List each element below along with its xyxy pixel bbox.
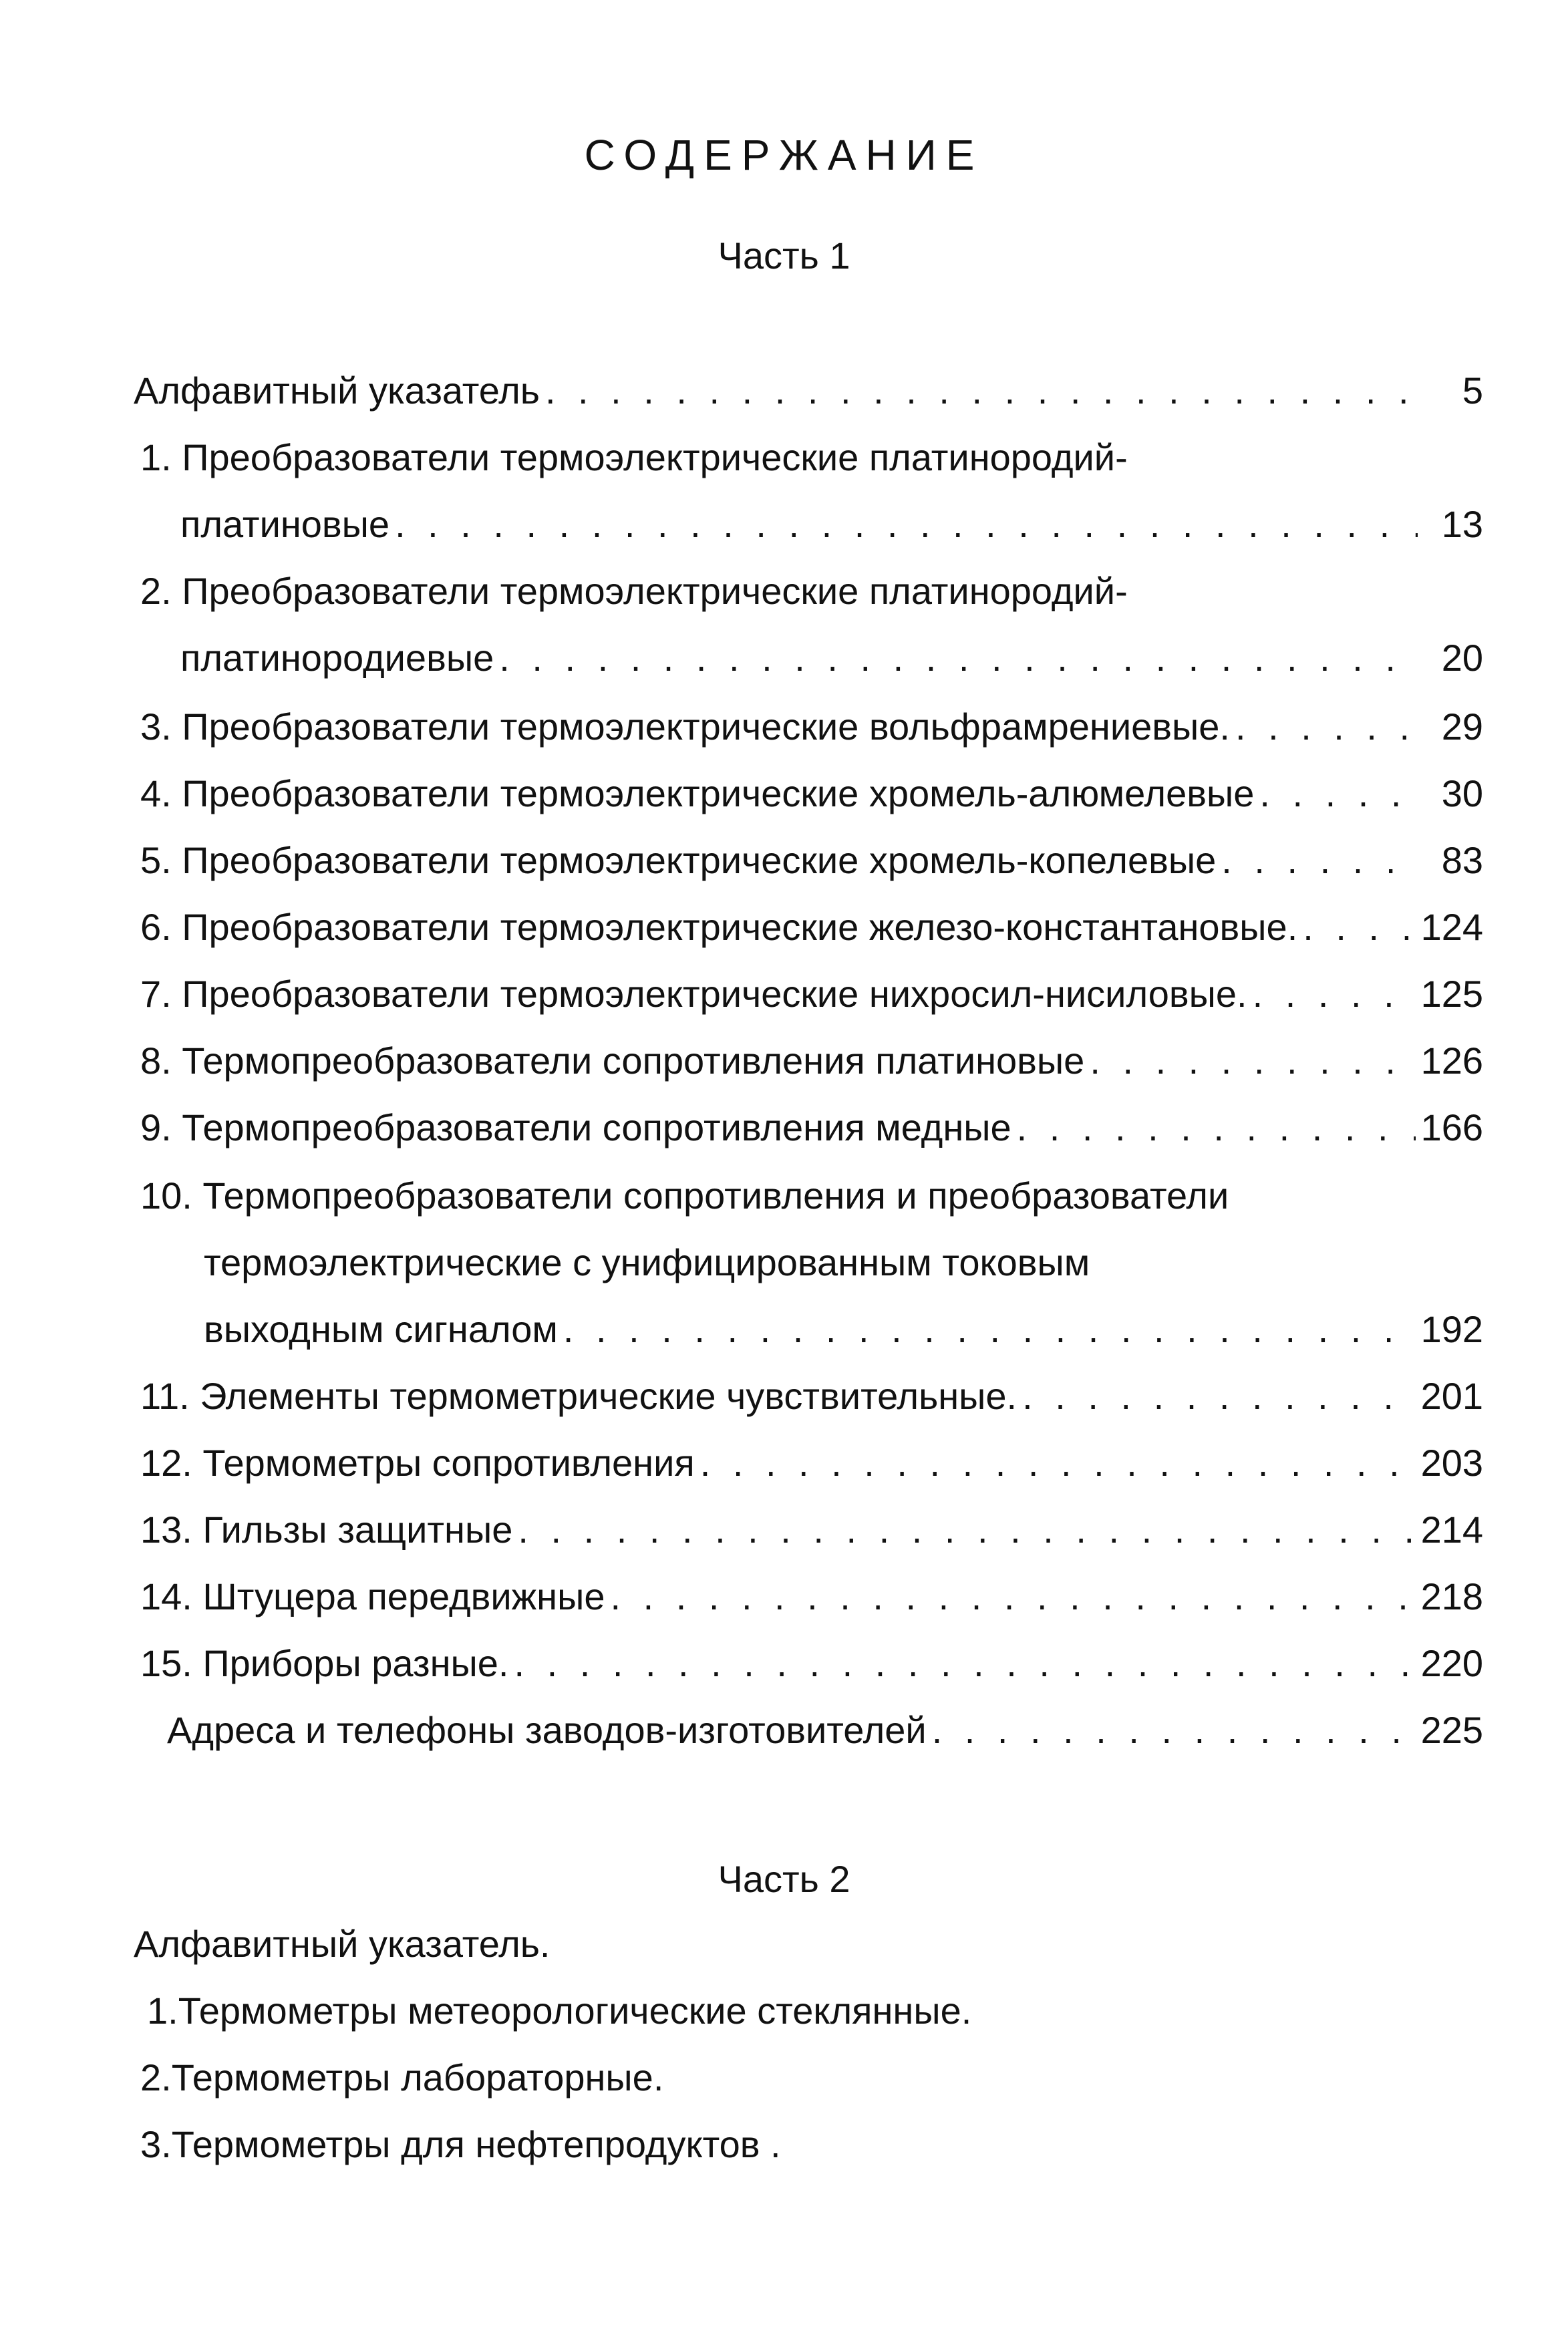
leader-dots xyxy=(1253,971,1416,1018)
toc-page: 214 xyxy=(1420,1509,1483,1551)
leader-dots xyxy=(1303,904,1415,951)
toc-label: 13. Гильзы защитные xyxy=(140,1509,513,1551)
toc-entry-14[interactable] xyxy=(140,1573,1483,1620)
toc-entry-10-line2[interactable]: термоэлектрические с унифицированным токовым xyxy=(204,1241,1090,1283)
toc-page: 13 xyxy=(1441,503,1483,545)
toc-entry-4[interactable] xyxy=(140,770,1483,817)
toc-entry-8[interactable] xyxy=(140,1038,1483,1084)
toc-entry-1-line1[interactable]: 1. Преобразователи термоэлектрические платинородий- xyxy=(140,436,1128,478)
leader-dots xyxy=(1090,1038,1415,1084)
toc-label: 8. Термопреобразователи сопротивления платиновые xyxy=(140,1040,1085,1082)
toc-label: платинородиевые xyxy=(180,637,494,679)
part2-heading: Часть 2 xyxy=(718,1858,850,1900)
toc-entry-3[interactable] xyxy=(140,704,1483,750)
toc-label: 12. Термометры сопротивления xyxy=(140,1442,695,1484)
leader-dots xyxy=(518,1507,1415,1553)
toc-label: 5. Преобразователи термоэлектрические хромель-копелевые xyxy=(140,839,1217,881)
leader-dots xyxy=(610,1573,1415,1620)
leader-dots xyxy=(932,1707,1416,1754)
leader-dots xyxy=(499,635,1418,681)
toc-entry-2-line1[interactable]: 2. Преобразователи термоэлектрические платинородий- xyxy=(140,570,1128,612)
toc-page: 166 xyxy=(1420,1106,1483,1148)
toc-page: 29 xyxy=(1441,706,1483,748)
toc-page: 192 xyxy=(1420,1308,1483,1350)
leader-dots xyxy=(1022,1373,1415,1420)
toc-label: 3. Преобразователи термоэлектрические вольфрамрениевые. xyxy=(140,706,1230,748)
leader-dots xyxy=(700,1440,1416,1487)
leader-dots xyxy=(545,367,1418,414)
toc-page: 201 xyxy=(1420,1375,1483,1417)
toc-page: 218 xyxy=(1420,1575,1483,1617)
toc-page: 30 xyxy=(1441,772,1483,814)
part2-index-entry[interactable]: Алфавитный указатель. xyxy=(134,1923,551,1965)
toc-label: 11. Элементы термометрические чувствительные. xyxy=(140,1375,1017,1417)
part1-heading: Часть 1 xyxy=(718,235,850,277)
toc-entry-11[interactable] xyxy=(140,1373,1483,1420)
toc-page: 20 xyxy=(1441,637,1483,679)
toc-entry-12[interactable] xyxy=(140,1440,1483,1487)
toc-entry-10-line1[interactable]: 10. Термопреобразователи сопротивления и преобразователи xyxy=(140,1175,1229,1217)
toc-label: Алфавитный указатель xyxy=(134,369,540,412)
leader-dots xyxy=(514,1640,1415,1687)
toc-label: 15. Приборы разные. xyxy=(140,1642,509,1684)
toc-entry-addresses[interactable] xyxy=(167,1707,1483,1754)
part2-entry-2[interactable]: 2.Термометры лабораторные. xyxy=(140,2056,664,2098)
toc-label: платиновые xyxy=(180,503,390,545)
page-title: СОДЕРЖАНИЕ xyxy=(584,131,984,179)
toc-entry-6[interactable] xyxy=(140,904,1483,951)
toc-label: 9. Термопреобразователи сопротивления медные xyxy=(140,1106,1011,1148)
toc-page: 220 xyxy=(1420,1642,1483,1684)
toc-entry-15[interactable] xyxy=(140,1640,1483,1687)
toc-label: 7. Преобразователи термоэлектрические нихросил-нисиловые. xyxy=(140,973,1247,1015)
toc-entry-13[interactable] xyxy=(140,1507,1483,1553)
toc-entry-index[interactable] xyxy=(134,367,1483,414)
toc-label: Адреса и телефоны заводов-изготовителей xyxy=(167,1709,927,1751)
leader-dots xyxy=(563,1306,1416,1353)
toc-entry-1[interactable] xyxy=(180,501,1483,548)
leader-dots xyxy=(1221,837,1418,884)
leader-dots xyxy=(1259,770,1418,817)
part2-entry-3[interactable]: 3.Термометры для нефтепродуктов . xyxy=(140,2123,781,2165)
toc-entry-5[interactable] xyxy=(140,837,1483,884)
leader-dots xyxy=(395,501,1418,548)
leader-dots xyxy=(1235,704,1418,750)
toc-label: 4. Преобразователи термоэлектрические хромель-алюмелевые xyxy=(140,772,1255,814)
toc-entry-9[interactable] xyxy=(140,1104,1483,1151)
toc-label: 14. Штуцера передвижные xyxy=(140,1575,605,1617)
toc-page: 124 xyxy=(1420,906,1483,948)
leader-dots xyxy=(1017,1104,1416,1151)
toc-entry-10[interactable] xyxy=(204,1306,1483,1353)
toc-page: 125 xyxy=(1420,973,1483,1015)
toc-page: 225 xyxy=(1420,1709,1483,1751)
toc-entry-7[interactable] xyxy=(140,971,1483,1018)
part2-entry-1[interactable]: 1.Термометры метеорологические стеклянные. xyxy=(147,1990,972,2032)
toc-page: 5 xyxy=(1462,369,1483,412)
toc-label: выходным сигналом xyxy=(204,1308,558,1350)
toc-label: 6. Преобразователи термоэлектрические железо-константановые. xyxy=(140,906,1298,948)
toc-page: 126 xyxy=(1420,1040,1483,1082)
toc-entry-2[interactable] xyxy=(180,635,1483,681)
toc-page: 83 xyxy=(1441,839,1483,881)
toc-page: 203 xyxy=(1420,1442,1483,1484)
